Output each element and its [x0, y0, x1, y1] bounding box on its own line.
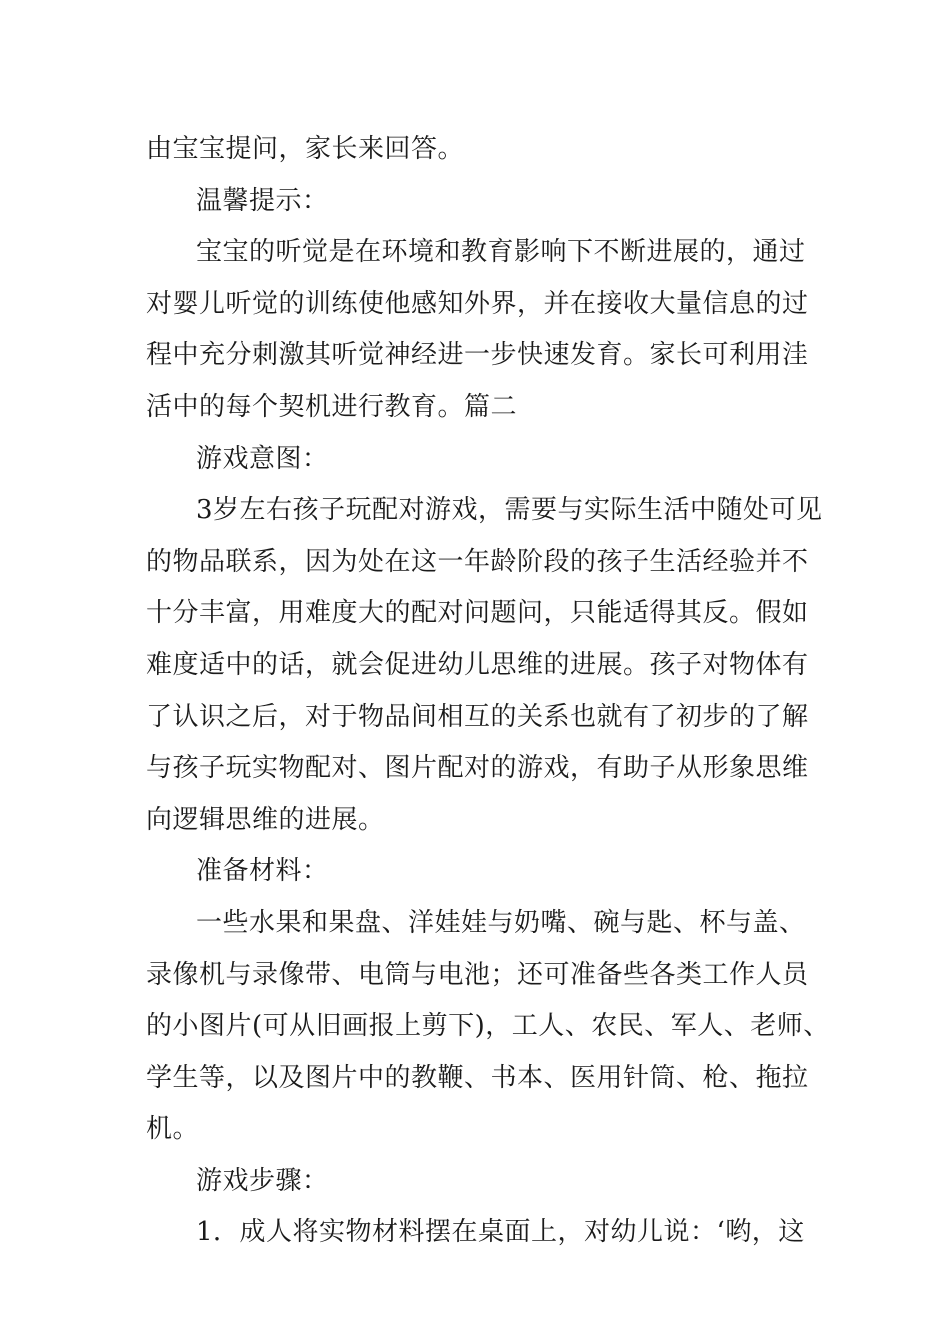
paragraph-line: 的物品联系，因为处在这一年龄阶段的孩子生活经验并不 [146, 546, 809, 577]
paragraph-line: 与孩子玩实物配对、图片配对的游戏，有助子从形象思维 [146, 753, 809, 784]
paragraph-line: 了认识之后，对于物品间相互的关系也就有了初步的了解 [146, 701, 809, 732]
paragraph-line: 向逻辑思维的进展。 [146, 804, 385, 835]
text-line: 由宝宝提问，家长来回答。 [146, 134, 465, 164]
section-heading: 游戏步骤： [196, 1165, 329, 1196]
paragraph-line: 一些水果和果盘、洋娃娃与奶嘴、碗与匙、杯与盖、 [196, 907, 806, 938]
paragraph-line: 活中的每个契机进行教育。篇二 [146, 391, 518, 422]
section-heading: 温馨提示： [196, 185, 329, 216]
document-body [146, 124, 830, 1259]
paragraph-line: 机。 [146, 1114, 200, 1145]
paragraph-line: 学生等，以及图片中的教鞭、书本、医用针筒、枪、拖拉 [146, 1062, 809, 1093]
paragraph-line: 难度适中的话，就会促进幼儿思维的进展。孩子对物体有 [146, 649, 809, 680]
paragraph-line: 的小图片(可从旧画报上剪下)，工人、农民、军人、老师、 [146, 1011, 830, 1042]
paragraph-line: 录像机与录像带、电筒与电池；还可准备些各类工作人员 [146, 959, 809, 990]
section-heading: 游戏意图： [196, 443, 329, 474]
paragraph-line: 对婴儿听觉的训练使他感知外界，并在接收大量信息的过 [146, 288, 809, 319]
paragraph-line: 十分丰富，用难度大的配对问题问，只能适得其反。假如 [146, 598, 809, 629]
paragraph-line: 程中充分刺激其听觉神经进一步快速发育。家长可利用洼 [146, 340, 809, 371]
paragraph-line: 3岁左右孩子玩配对游戏，需要与实际生活中随处可见 [196, 495, 823, 526]
section-heading: 准备材料： [196, 856, 329, 887]
paragraph-line: 宝宝的听觉是在环境和教育影响下不断进展的，通过 [196, 237, 806, 268]
paragraph-line: 1．成人将实物材料摆在桌面上，对幼儿说：‘哟，这 [196, 1217, 805, 1248]
